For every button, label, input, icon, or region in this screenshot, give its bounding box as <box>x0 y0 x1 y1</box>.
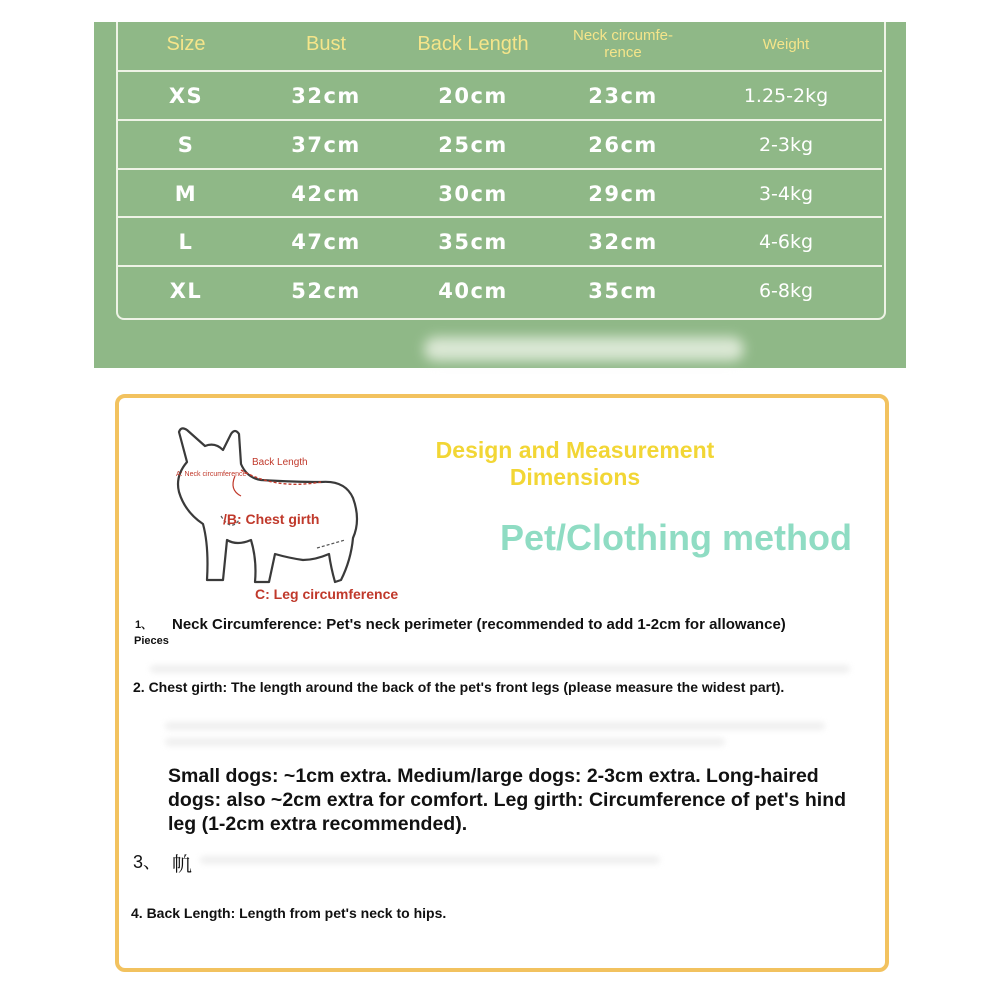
blurred-watermark <box>424 337 744 361</box>
item1-text: Neck Circumference: Pet's neck perimeter (recommended to add 1-2cm for allowance) <box>172 616 786 633</box>
back-length-cell: 35cm <box>438 230 508 254</box>
size-cell: XL <box>169 279 203 303</box>
header-size: Size <box>166 32 206 55</box>
neck-cell: 23cm <box>588 84 658 108</box>
note-text: Small dogs: ~1cm extra. Medium/large dogs: 2-3cm extra. Long-haired dogs: also ~2cm extra for comfort. Leg girth: Circumference of pet's hind leg (1-2cm extra recommended). <box>168 765 847 835</box>
item3-number: 3、 <box>133 852 162 872</box>
weight-cell: 1.25-2kg <box>743 85 829 107</box>
back-length-label: Back Length <box>252 457 308 468</box>
leg-line <box>317 540 345 548</box>
neck-label: A: Neck circumference <box>176 471 247 478</box>
card-subtitle: Pet/Clothing method <box>500 517 852 558</box>
item1-number: 1、 <box>135 619 153 631</box>
neck-cell: 32cm <box>588 230 658 254</box>
bust-cell: 47cm <box>291 230 361 254</box>
bust-cell: 37cm <box>291 133 361 157</box>
back-length-cell: 30cm <box>438 182 508 206</box>
back-length-cell: 40cm <box>438 279 508 303</box>
item3-glyph: 㠶 <box>172 854 192 876</box>
faint-text-line <box>200 856 660 864</box>
neck-cell: 26cm <box>588 133 658 157</box>
table-row <box>116 216 882 266</box>
size-cell: XS <box>168 84 204 108</box>
table-row <box>116 70 882 120</box>
table-row <box>116 119 882 169</box>
size-chart-header-row <box>116 20 882 68</box>
bust-cell: 32cm <box>291 84 361 108</box>
table-row <box>116 168 882 218</box>
faint-text-line <box>165 722 825 730</box>
back-length-cell: 25cm <box>438 133 508 157</box>
header-weight: Weight <box>762 35 810 53</box>
neck-cell: 35cm <box>588 279 658 303</box>
card-title: Design and Measurement Dimensions <box>435 437 715 490</box>
chest-girth-label: /B: Chest girth <box>223 511 320 527</box>
back-length-cell: 20cm <box>438 84 508 108</box>
size-chart <box>94 22 906 368</box>
item4-text: 4. Back Length: Length from pet's neck to hips. <box>131 905 447 921</box>
neck-line <box>233 476 241 496</box>
header-neck-circumference: Neck circumfe- rence <box>572 27 673 61</box>
header-bust: Bust <box>305 32 347 55</box>
table-row <box>116 265 882 315</box>
weight-cell: 4-6kg <box>758 231 814 253</box>
bust-cell: 42cm <box>291 182 361 206</box>
size-cell: S <box>177 133 195 157</box>
weight-cell: 3-4kg <box>758 183 814 205</box>
faint-text-line <box>165 738 725 746</box>
faint-text-line <box>150 665 850 673</box>
weight-cell: 2-3kg <box>758 134 814 156</box>
item1-extra: Pieces <box>134 635 169 647</box>
size-cell: M <box>174 182 198 206</box>
item2-text: 2. Chest girth: The length around the back of the pet's front legs (please measure the widest part). <box>133 679 785 695</box>
bust-cell: 52cm <box>291 279 361 303</box>
size-cell: L <box>178 230 194 254</box>
neck-cell: 29cm <box>588 182 658 206</box>
header-back-length: Back Length <box>417 32 529 55</box>
dog-body-outline <box>178 428 357 582</box>
weight-cell: 6-8kg <box>758 280 814 302</box>
leg-circumference-label: C: Leg circumference <box>255 586 399 602</box>
